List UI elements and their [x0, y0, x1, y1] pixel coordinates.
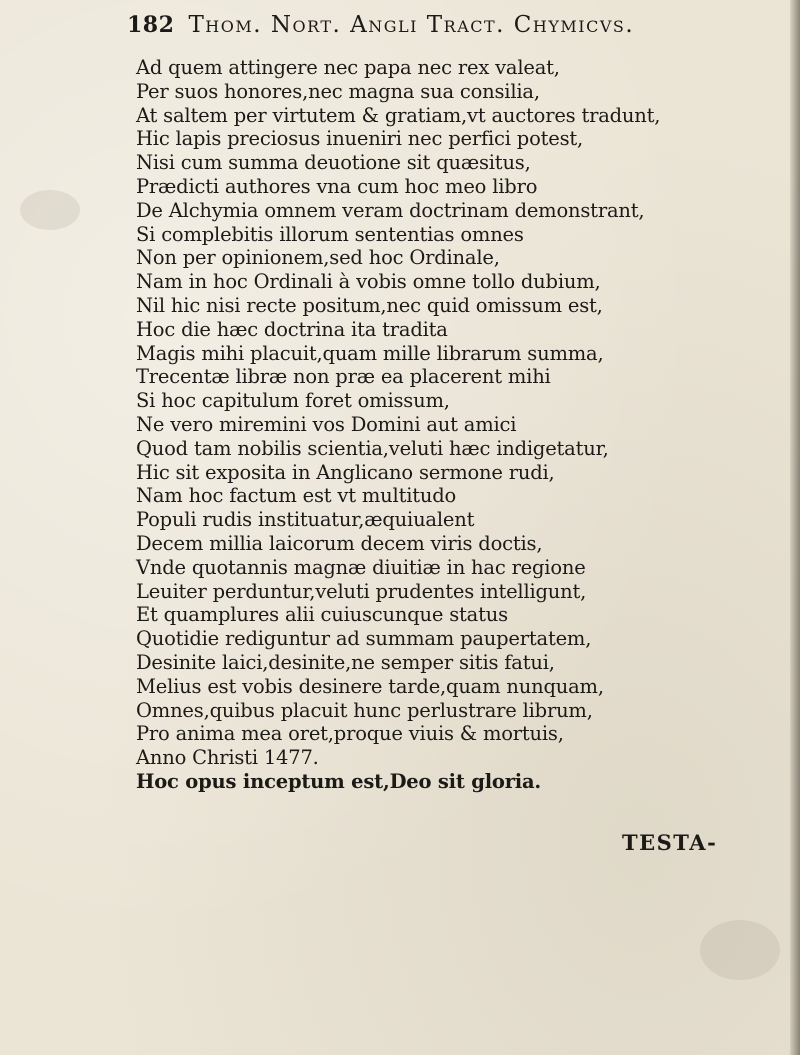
verse-line: Leuiter perduntur,veluti prudentes intelligunt, — [136, 579, 587, 603]
verse-line: Melius est vobis desinere tarde,quam nunquam, — [136, 674, 604, 698]
page-number: 182 — [127, 12, 175, 38]
verse-line: De Alchymia omnem veram doctrinam demonstrant, — [136, 198, 645, 222]
verse-line: Magis mihi placuit,quam mille librarum summa, — [136, 341, 604, 365]
verse-line: Et quamplures alii cuiuscunque status — [136, 603, 508, 627]
verse-line-final: Hoc opus inceptum est,Deo sit gloria. — [136, 769, 542, 793]
verse-line: Si complebitis illorum sententias omnes — [136, 222, 524, 246]
verse-line: Per suos honores,nec magna sua consilia, — [136, 79, 540, 103]
verse-line: Nam hoc factum est vt multitudo — [136, 484, 457, 508]
verse-line: Hic sit exposita in Anglicano sermone rudi, — [136, 460, 555, 484]
paper-stain — [700, 920, 780, 980]
verse-line: Pro anima mea oret,proque viuis & mortuis, — [136, 722, 564, 746]
verse-line: Nam in hoc Ordinali à vobis omne tollo dubium, — [136, 270, 601, 294]
verse-line: Omnes,quibus placuit hunc perlustrare librum, — [136, 698, 593, 722]
verse-line: Hoc die hæc doctrina ita tradita — [136, 317, 448, 341]
running-title: Thom. Nort. Angli Tract. Chymicvs. — [188, 12, 635, 38]
verse-line: Non per opinionem,sed hoc Ordinale, — [136, 246, 500, 270]
verse-line: At saltem per virtutem & gratiam,vt auctores tradunt, — [136, 103, 661, 127]
verse-line: Hic lapis preciosus inueniri nec perfici potest, — [136, 127, 584, 151]
verse-line: Quotidie rediguntur ad summam paupertatem, — [136, 627, 592, 651]
verse-line: Desinite laici,desinite,ne semper sitis fatui, — [136, 650, 555, 674]
verse-text — [136, 56, 776, 794]
verse-line: Vnde quotannis magnæ diuitiæ in hac regione — [136, 555, 586, 579]
paper-stain — [20, 190, 80, 230]
page-header — [127, 12, 767, 54]
verse-line: Nisi cum summa deuotione sit quæsitus, — [136, 151, 531, 175]
verse-line: Ad quem attingere nec papa nec rex valeat, — [136, 56, 560, 79]
verse-line: Populi rudis instituatur,æquiualent — [136, 508, 475, 532]
verse-line: Decem millia laicorum decem viris doctis, — [136, 531, 543, 555]
verse-line: Si hoc capitulum foret omissum, — [136, 389, 450, 413]
verse-line: Anno Christi 1477. — [136, 746, 319, 770]
catchword: TESTA- — [622, 830, 718, 855]
page-edge-shadow — [790, 0, 800, 1055]
verse-line: Nil hic nisi recte positum,nec quid omissum est, — [136, 293, 603, 317]
verse-line: Prædicti authores vna cum hoc meo libro — [136, 174, 538, 198]
verse-line: Trecentæ libræ non præ ea placerent mihi — [136, 365, 551, 389]
verse-line: Ne vero miremini vos Domini aut amici — [136, 412, 517, 436]
verse-line: Quod tam nobilis scientia,veluti hæc indigetatur, — [136, 436, 609, 460]
